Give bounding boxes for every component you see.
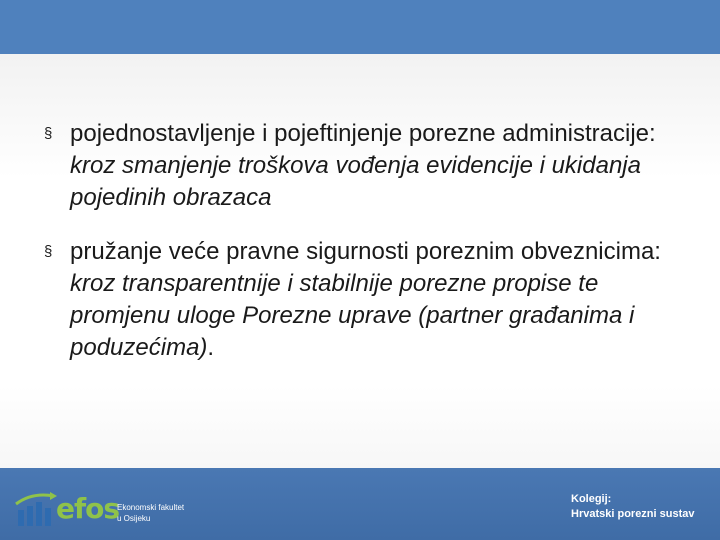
logo-subtitle-line: u Osijeku xyxy=(117,514,151,523)
header-bar xyxy=(0,0,720,55)
efos-logo xyxy=(14,490,214,530)
bullet-marker: § xyxy=(44,243,53,260)
bullet-item xyxy=(44,236,684,364)
bullet-tail-text: . xyxy=(207,334,215,361)
course-info xyxy=(571,492,695,522)
bullet-detail-text: kroz transparentnije i stabilnije porezne propise te promjenu uloge Porezne uprave (partner građanima i poduzećima) xyxy=(70,270,635,361)
course-label: Kolegij: xyxy=(571,493,612,505)
bullet-item xyxy=(44,118,684,214)
logo-subtitle-line: Ekonomski fakultet xyxy=(117,503,185,512)
logo-bars-icon xyxy=(14,490,58,530)
bullet-lead-text: pružanje veće pravne sigurnosti poreznim obveznicima: xyxy=(70,238,661,265)
bullet-detail-text: kroz smanjenje troškova vođenja evidencije i ukidanja pojedinih obrazaca xyxy=(70,152,641,211)
logo-subtitle xyxy=(117,502,217,524)
bullet-lead-text: pojednostavljenje i pojeftinjenje porezne administracije: xyxy=(70,120,656,147)
bullet-marker: § xyxy=(44,125,53,142)
course-name: Hrvatski porezni sustav xyxy=(571,508,695,520)
bullet-list xyxy=(44,118,684,386)
logo-wordmark: efos xyxy=(56,492,120,525)
